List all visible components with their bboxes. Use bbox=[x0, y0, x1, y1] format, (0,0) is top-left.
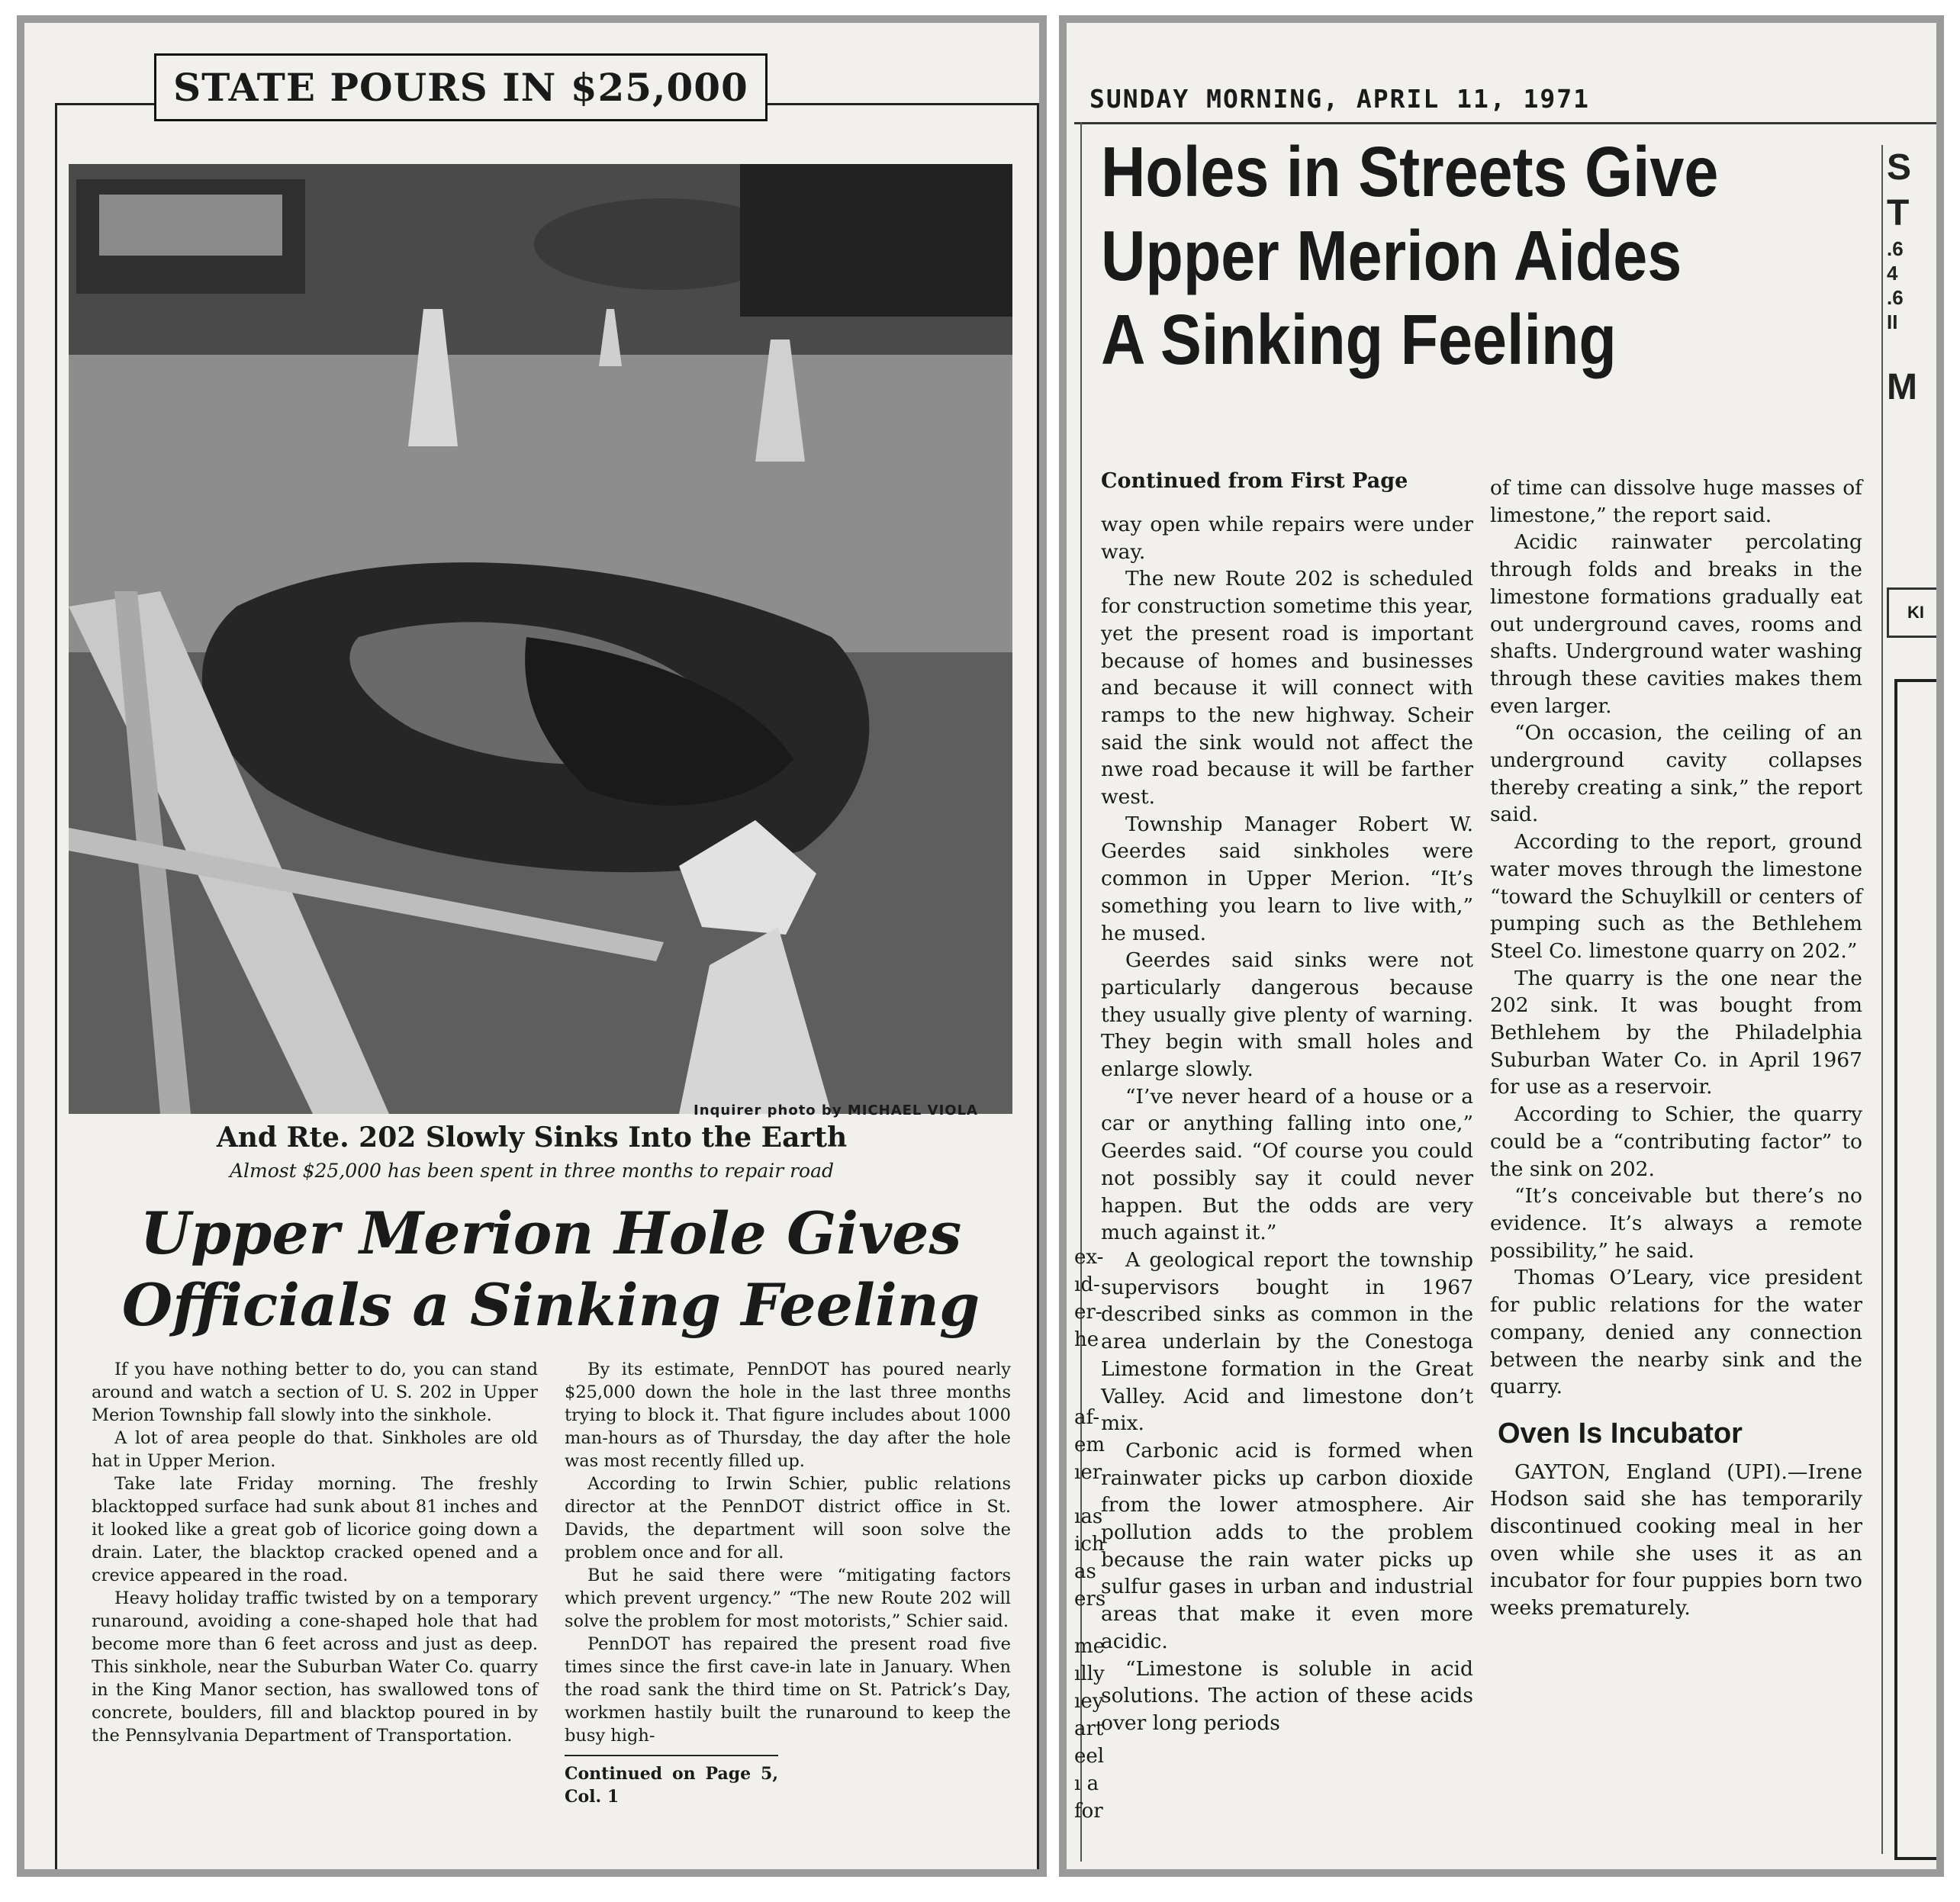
paragraph: But he said there were “mitigating factors which prevent urgency.” “The new Route 202 will solve the problem for most motorists,” Schier said. bbox=[565, 1566, 1011, 1631]
adjacent-edge-fragment bbox=[1887, 145, 1940, 410]
article-column-4 bbox=[1490, 475, 1862, 1622]
adjacent-box-fragment: KI bbox=[1887, 587, 1942, 638]
fragment: ıd- bbox=[1074, 1273, 1100, 1296]
headline-line: Upper Merion Aides bbox=[1101, 216, 1682, 295]
paragraph: According to the report, ground water moves through the limestone “toward the Schuylkill or centers of pumping such as the Bethlehem Steel Co. limestone quarry on 202.” bbox=[1490, 830, 1862, 963]
caption-subline: Almost $25,000 has been spent in three months to repair road bbox=[229, 1160, 835, 1182]
dateline: SUNDAY MORNING, APRIL 11, 1971 bbox=[1089, 84, 1591, 114]
article-column-3 bbox=[1101, 511, 1473, 1737]
fragment: .6 bbox=[1887, 286, 1904, 309]
paragraph: Acidic rainwater percolating through folds and breaks in the limestone formations gradually eat out underground caves, rooms and shafts. Underground water washing through these cavities makes them even larger. bbox=[1490, 530, 1862, 718]
fragment: II bbox=[1887, 311, 1898, 333]
paragraph: According to Schier, the quarry could be a “contributing factor” to the sink on 202. bbox=[1490, 1102, 1862, 1181]
brief-subhead: Oven Is Incubator bbox=[1498, 1417, 1743, 1450]
paragraph: By its estimate, PennDOT has poured nearly $25,000 down the hole in the last three months trying to block it. That figure includes about 1000 man-hours as of Thursday, the day after the hole was most recently filled up. bbox=[565, 1360, 1011, 1471]
fragment: he bbox=[1074, 1328, 1099, 1351]
main-headline bbox=[63, 1198, 1039, 1341]
paragraph: Township Manager Robert W. Geerdes said sinkholes were common in Upper Merion. “It’s something you learn to live with,” he mused. bbox=[1101, 812, 1473, 945]
paragraph: Thomas O’Leary, vice president for public relations for the water company, denied any connection between the nearby sink and the quarry. bbox=[1490, 1266, 1862, 1399]
article-body bbox=[92, 1358, 1011, 1808]
paragraph: Take late Friday morning. The freshly blacktopped surface had sunk about 81 inches and it looked like a great gob of licorice going down a drain. Later, the blacktop cracked opened and a crevice appeared in the road. bbox=[92, 1474, 538, 1585]
caption-headline: And Rte. 202 Slowly Sinks Into the Earth bbox=[216, 1122, 848, 1154]
fragment: em bbox=[1074, 1434, 1106, 1456]
adjacent-column-fragment bbox=[1074, 1404, 1105, 1486]
fragment: M bbox=[1887, 367, 1917, 407]
paragraph: The new Route 202 is scheduled for construction sometime this year, yet the present road is important because of homes and businesses and because it will connect with ramps to the new highway. Scheir said the sink would not affect the nwe road because it will be farther west. bbox=[1101, 567, 1473, 809]
continued-line: Continued on Page 5, Col. 1 bbox=[565, 1755, 778, 1808]
fragment: er- bbox=[1074, 1301, 1102, 1324]
paragraph: Geerdes said sinks were not particularly dangerous because they usually give plenty of warning. They begin with small holes and enlarge slowly. bbox=[1101, 948, 1473, 1082]
photo-credit: Inquirer photo by MICHAEL VIOLA bbox=[694, 1102, 978, 1118]
headline-line: Officials a Sinking Feeling bbox=[121, 1271, 980, 1339]
headline-line: Upper Merion Hole Gives bbox=[140, 1199, 962, 1267]
fragment: ıey bbox=[1074, 1690, 1104, 1713]
paragraph: According to Irwin Schier, public relations director at the PennDOT district office in St. Davids, the department will soon solve the problem once and for all. bbox=[565, 1474, 1011, 1562]
fragment: me bbox=[1074, 1635, 1106, 1658]
fragment: ılly bbox=[1074, 1662, 1105, 1685]
paragraph: Heavy holiday traffic twisted by on a temporary runaround, avoiding a cone-shaped hole that had become more than 6 feet across and just as deep. This sinkhole, near the Suburban Water Co. quarry in the King Manor section, has swallowed tons of concrete, boulders, fill and blacktop poured in by the Pennsylvania Department of Transportation. bbox=[92, 1588, 538, 1746]
headline-line: Holes in Streets Give bbox=[1101, 132, 1719, 211]
fragment: ıas bbox=[1074, 1505, 1103, 1528]
fragment: .6 bbox=[1887, 237, 1904, 260]
paragraph: “On occasion, the ceiling of an underground cavity collapses thereby creating a sink,” the report said. bbox=[1490, 721, 1862, 827]
fragment: ıer bbox=[1074, 1461, 1102, 1484]
adjacent-column-fragment bbox=[1074, 1633, 1105, 1825]
column-rule bbox=[1074, 122, 1944, 124]
paragraph: “It’s conceivable but there’s no evidence. It’s always a remote possibility,” he said. bbox=[1490, 1184, 1862, 1263]
paragraph: way open while repairs were under way. bbox=[1101, 513, 1473, 564]
sinkhole-photo-image bbox=[69, 164, 1012, 1114]
fragment: art bbox=[1074, 1717, 1104, 1740]
fragment: T bbox=[1887, 193, 1910, 233]
paragraph: “I’ve never heard of a house or a car or anything falling into one,” Geerdes said. “Of course you could not possibly say it could never happen. But the odds are very much against it.” bbox=[1101, 1084, 1473, 1245]
fragment: as bbox=[1074, 1560, 1096, 1583]
fragment: 4 bbox=[1887, 262, 1898, 285]
fragment: ex- bbox=[1074, 1246, 1104, 1269]
fragment: af- bbox=[1074, 1406, 1099, 1429]
right-headline bbox=[1101, 130, 1785, 381]
article-column-1 bbox=[92, 1358, 538, 1808]
paragraph: Carbonic acid is formed when rainwater picks up carbon dioxide from the lower atmosphere. Air pollution adds to the problem because the rain water picks up sulfur gases in urban and industrial areas that make it even more acidic. bbox=[1101, 1438, 1473, 1653]
paragraph: of time can dissolve huge masses of limestone,” the report said. bbox=[1490, 476, 1862, 527]
paragraph: The quarry is the one near the 202 sink. It was bought from Bethlehem by the Philadelphia Suburban Water Co. in April 1967 for use as a reservoir. bbox=[1490, 966, 1862, 1099]
fragment: ı a bbox=[1074, 1772, 1099, 1795]
paragraph: If you have nothing better to do, you can stand around and watch a section of U. S. 202 in Upper Merion Township fall slowly into the sinkhole. bbox=[92, 1360, 538, 1425]
headline-line: A Sinking Feeling bbox=[1101, 300, 1617, 379]
fragment: ich bbox=[1074, 1533, 1105, 1556]
paragraph: A lot of area people do that. Sinkholes are old hat in Upper Merion. bbox=[92, 1428, 538, 1471]
article-column-2 bbox=[565, 1358, 1011, 1808]
paragraph: PennDOT has repaired the present road five times since the first cave-in late in January. When the road sank the third time on St. Patrick’s Day, workmen hastily built the runaround to keep the busy high- bbox=[565, 1634, 1011, 1746]
fragment: for bbox=[1074, 1800, 1103, 1823]
frame-rule bbox=[55, 103, 154, 105]
paragraph: A geological report the township supervisors bought in 1967 described sinks as common in the area underlain by the Conestoga Limestone formation in the Great Valley. Acid and limestone don’t mix. bbox=[1101, 1247, 1473, 1436]
fragment: S bbox=[1887, 147, 1912, 188]
kicker: STATE POURS IN $25,000 bbox=[154, 53, 768, 121]
right-clipping bbox=[1059, 15, 1944, 1877]
fragment: ers bbox=[1074, 1588, 1106, 1611]
fragment: eel bbox=[1074, 1745, 1105, 1768]
adjacent-column-fragment bbox=[1074, 1244, 1103, 1353]
brief-paragraph: GAYTON, England (UPI).—Irene Hodson said she has temporarily discontinued cooking meal in her oven while she uses it as an incubator for four puppies born two weeks prematurely. bbox=[1490, 1459, 1862, 1620]
adjacent-box-frame bbox=[1894, 679, 1943, 1860]
adjacent-column-fragment bbox=[1074, 1503, 1106, 1613]
continued-from: Continued from First Page bbox=[1101, 469, 1408, 493]
left-clipping bbox=[17, 15, 1047, 1877]
sinkhole-photo bbox=[69, 164, 1012, 1114]
column-rule bbox=[1881, 145, 1883, 1854]
paragraph: “Limestone is soluble in acid solutions. The action of these acids over long periods bbox=[1101, 1656, 1473, 1735]
